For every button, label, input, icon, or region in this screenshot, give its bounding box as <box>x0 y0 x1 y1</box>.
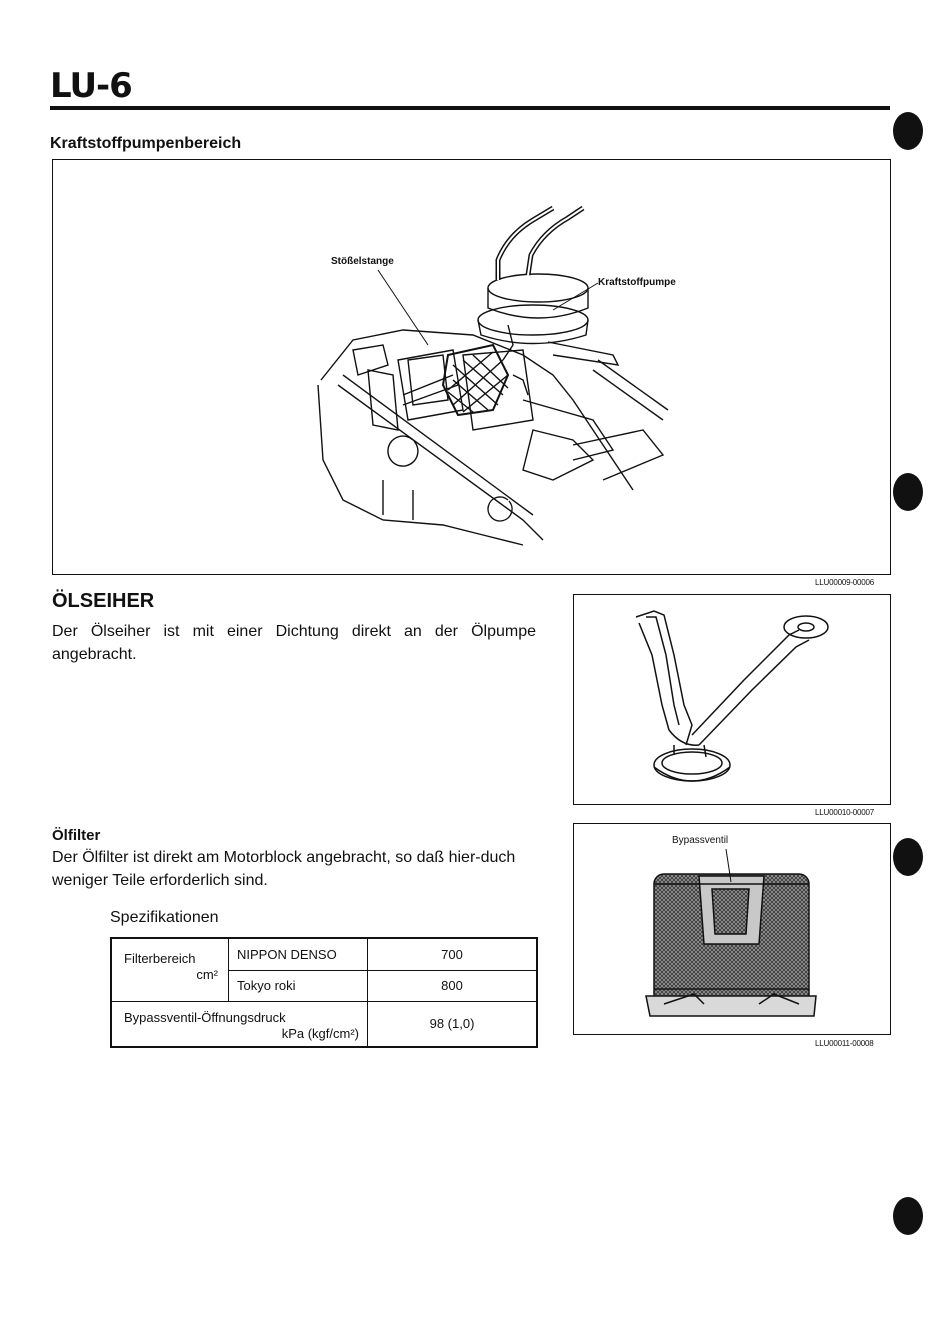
spec-maker-cell: Tokyo roki <box>229 970 368 1001</box>
heading-oil-strainer: ÖLSEIHER <box>52 590 155 612</box>
header-rule <box>50 106 890 110</box>
spec-table <box>110 937 538 1048</box>
spec-filter-area-label: Filterbereich <box>124 951 196 966</box>
spec-filter-area-unit: cm² <box>196 967 218 982</box>
callout-fuel-pump: Kraftstoffpumpe <box>598 277 676 288</box>
callout-pushrod: Stößelstange <box>331 256 394 267</box>
oil-filter-illustration <box>574 824 889 1033</box>
spec-filter-area-cell <box>111 938 229 1001</box>
spec-value-cell: 800 <box>368 970 538 1001</box>
spec-value-cell: 700 <box>368 938 538 970</box>
oil-filter-figure <box>573 823 891 1035</box>
figure-code-fuel-pump: LLU00009-00006 <box>815 578 875 587</box>
margin-bullet <box>893 112 923 150</box>
oil-strainer-figure <box>573 594 891 805</box>
margin-bullet <box>893 1197 923 1235</box>
spec-title: Spezifikationen <box>110 909 219 926</box>
section-title-fuel-pump: Kraftstoffpumpenbereich <box>50 135 242 152</box>
fuel-pump-illustration <box>53 160 889 573</box>
spec-bypass-value: 98 (1,0) <box>368 1001 538 1047</box>
spec-bypass-label: Bypassventil-Öffnungsdruck <box>124 1009 286 1025</box>
heading-oil-filter: Ölfilter <box>52 827 101 844</box>
paragraph-oil-strainer: Der Ölseiher ist mit einer Dichtung direkt an der Ölpumpe angebracht. <box>52 623 536 663</box>
fuel-pump-figure <box>52 159 891 575</box>
margin-bullet <box>893 473 923 511</box>
callout-bypass-valve: Bypassventil <box>672 835 729 846</box>
margin-bullet <box>893 838 923 876</box>
figure-code-oil-strainer: LLU00010-00007 <box>815 808 875 817</box>
page-number: LU-6 <box>50 66 132 106</box>
figure-code-oil-filter: LLU00011-00008 <box>815 1039 874 1048</box>
spec-maker-cell: NIPPON DENSO <box>229 938 368 970</box>
spec-bypass-cell <box>111 1001 368 1047</box>
paragraph-oil-filter: Der Ölfilter ist direkt am Motorblock angebracht, so daß hier-duch weniger Teile erforderlich sind. <box>52 849 516 889</box>
oil-strainer-illustration <box>574 595 889 803</box>
spec-bypass-unit: kPa (kgf/cm²) <box>281 1025 359 1041</box>
